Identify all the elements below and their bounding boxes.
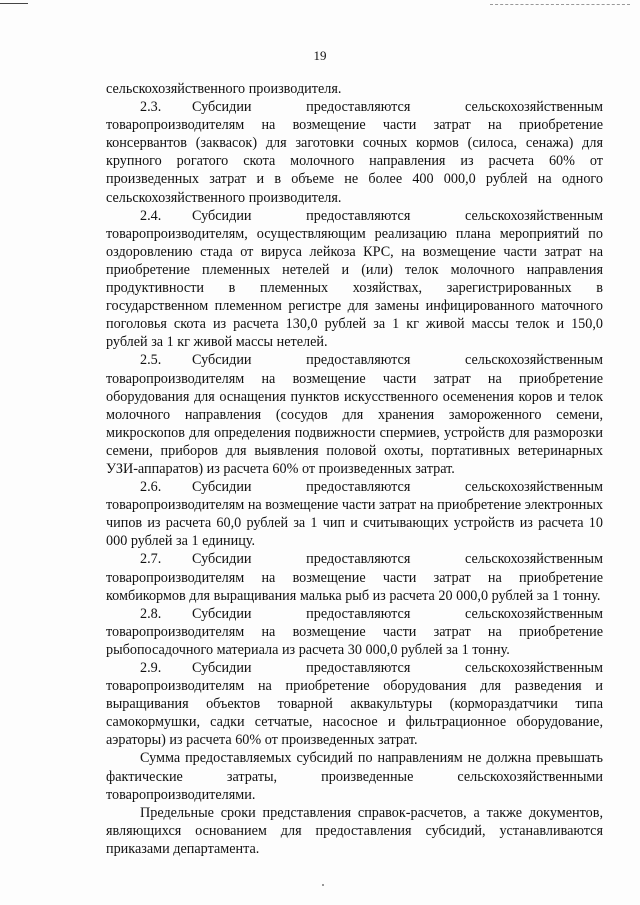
clause-2-4 (106, 207, 603, 352)
paragraph-subsidy-limit (106, 749, 603, 803)
clause-number: 2.9. (140, 660, 162, 676)
clause-number: 2.6. (140, 479, 162, 496)
clause-2-3 (106, 98, 603, 207)
page-number: 19 (313, 48, 327, 63)
clause-2-9 (106, 659, 603, 749)
paragraph-text: Предельные сроки представления справок-расчетов, а также документов, являющихся основанием для предоставления субсидий, устанавливаются приказами департамента. (106, 804, 603, 857)
paragraph-text: Сумма предоставляемых субсидий по направлениям не должна превышать фактические затраты, произведенные сельскохозяйственными товаропроизводителями. (106, 750, 603, 803)
clause-2-5 (106, 351, 603, 478)
paragraph-text: сельскохозяйственного производителя. (106, 81, 342, 97)
scan-artifact-line (0, 3, 28, 4)
document-body (106, 80, 603, 858)
clause-number: 2.7. (140, 551, 162, 568)
paragraph-deadlines (106, 804, 603, 858)
clause-text: Субсидии предоставляются сельскохозяйственным товаропроизводителям на приобретение оборудования для разведения и выращивания объектов товарной аквакультуры (кормораздатчики типа самокормушки, садки сетчатые, насосное и фильтрационное оборудование, аэраторы) из расчета 60% от произведенных затрат. (106, 660, 603, 749)
clause-number: 2.5. (140, 352, 162, 369)
paragraph-continuation (106, 80, 603, 98)
clause-text: Субсидии предоставляются сельскохозяйственным товаропроизводителям, осуществляющим реализацию плана мероприятий по оздоровлению стада от вируса лейкоза КРС, на возмещение части затрат на приобретение племенных нетелей и (или) телок молочного направления продуктивности в племенных хозяйствах, зарегистрированных в государственном племенном регистре для замены инфицированного маточного поголовья скота из расчета 130,0 рублей за 1 кг живой массы телок и 150,0 рублей за 1 кг живой массы нетелей. (106, 207, 603, 351)
scan-artifact-dot (322, 884, 324, 886)
clause-text: Субсидии предоставляются сельскохозяйственным товаропроизводителям на возмещение части затрат на приобретение оборудования для оснащения пунктов искусственного осеменения коров и телок молочного направления (сосудов для хранения замороженного семени, микроскопов для определения подвижности спермиев, устройств для разморозки семени, приборов для выявления половой охоты, портативных ветеринарных УЗИ-аппаратов) из расчета 60% от произведенных затрат. (106, 352, 603, 477)
clause-number: 2.4. (140, 207, 162, 224)
clause-text: Субсидии предоставляются сельскохозяйственным товаропроизводителям на возмещение части затрат на приобретение комбикормов для выращивания малька рыб из расчета 20 000,0 рублей за 1 тонну. (106, 551, 603, 604)
clause-2-8 (106, 605, 603, 659)
clause-2-6 (106, 478, 603, 550)
clause-text: Субсидии предоставляются сельскохозяйственным товаропроизводителям на возмещение части затрат на приобретение электронных чипов из расчета 60,0 рублей за 1 чип и считывающих устройств из расчета 10 000 рублей за 1 единицу. (106, 479, 603, 550)
clause-number: 2.3. (140, 99, 162, 116)
clause-2-7 (106, 550, 603, 604)
clause-number: 2.8. (140, 605, 162, 622)
scan-artifact-dashes (490, 4, 630, 5)
clause-text: Субсидии предоставляются сельскохозяйственным товаропроизводителям на возмещение части затрат на приобретение консервантов (заквасок) для заготовки сочных кормов (силоса, сенажа) для крупного рогатого скота молочного направления из расчета 60% от произведенных затрат и в объеме не более 400 000,0 рублей на одного сельскохозяйственного производителя. (106, 99, 603, 206)
clause-text: Субсидии предоставляются сельскохозяйственным товаропроизводителям на возмещение части затрат на приобретение рыбопосадочного материала из расчета 30 000,0 рублей за 1 тонну. (106, 605, 603, 658)
